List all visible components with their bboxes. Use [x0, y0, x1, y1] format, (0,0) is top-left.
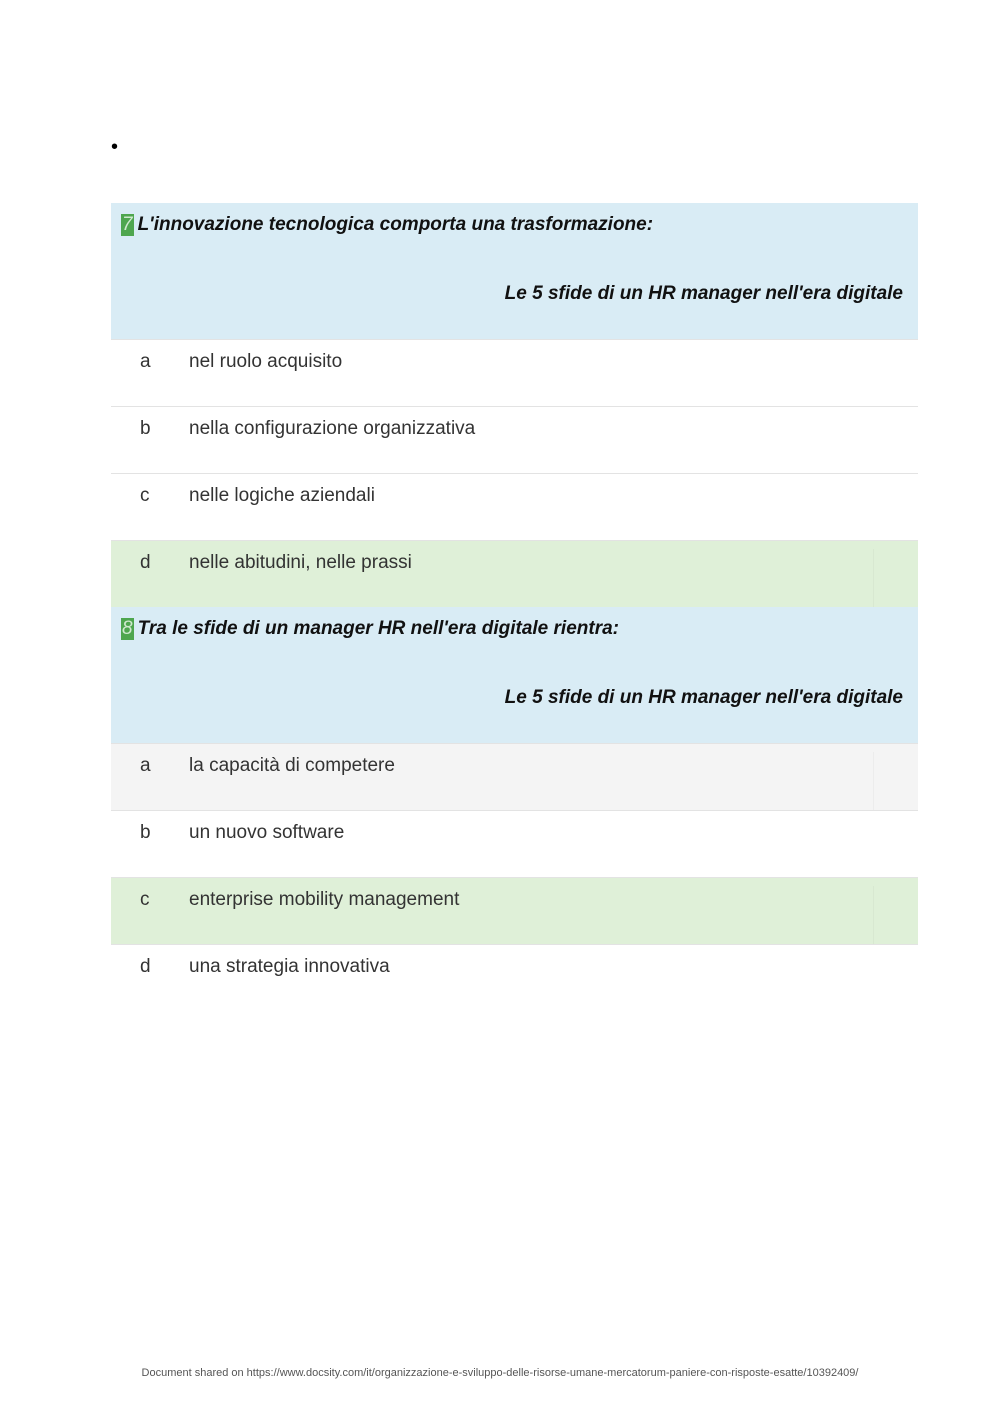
- cell-divider: [873, 886, 874, 944]
- answer-letter: b: [140, 822, 151, 843]
- answer-text: nelle abitudini, nelle prassi: [189, 552, 412, 573]
- answer-option-d-correct[interactable]: [111, 541, 918, 608]
- question-header: [111, 203, 918, 340]
- answer-option-a[interactable]: [111, 744, 918, 811]
- answer-text: nelle logiche aziendali: [189, 485, 375, 506]
- answer-letter: d: [140, 956, 151, 977]
- answer-text: nel ruolo acquisito: [189, 351, 343, 372]
- question-title: [121, 618, 619, 640]
- answer-text: nella configurazione organizzativa: [189, 418, 476, 439]
- answer-text: la capacità di competere: [189, 755, 395, 776]
- answer-option-a[interactable]: [111, 340, 918, 407]
- question-title: [121, 214, 653, 236]
- answer-letter: b: [140, 418, 151, 439]
- question-source: Le 5 sfide di un HR manager nell'era digitale: [504, 687, 903, 708]
- question-block-8: [111, 607, 918, 1011]
- question-text: Tra le sfide di un manager HR nell'era digitale rientra:: [137, 618, 619, 639]
- question-number-badge: 7: [122, 214, 133, 235]
- question-block-7: [111, 203, 918, 608]
- list-bullet: •: [111, 136, 119, 158]
- answer-letter: d: [140, 552, 151, 573]
- question-number-badge: 8: [122, 618, 133, 639]
- question-text: L'innovazione tecnologica comporta una trasformazione:: [137, 214, 654, 235]
- answer-letter: a: [140, 351, 151, 372]
- answer-option-b[interactable]: [111, 811, 918, 878]
- document-footer: Document shared on https://www.docsity.com/it/organizzazione-e-sviluppo-delle-risorse-umane-mercatorum-paniere-con-risposte-esatte/10392409/: [141, 1367, 859, 1379]
- answer-option-c-correct[interactable]: [111, 878, 918, 945]
- question-header: [111, 607, 918, 744]
- answer-text: un nuovo software: [189, 822, 345, 843]
- answer-text: una strategia innovativa: [189, 956, 390, 977]
- answer-option-c[interactable]: [111, 474, 918, 541]
- question-source: Le 5 sfide di un HR manager nell'era digitale: [504, 283, 903, 304]
- cell-divider: [873, 752, 874, 810]
- answer-text: enterprise mobility management: [189, 889, 460, 910]
- answer-option-d[interactable]: [111, 945, 918, 1011]
- answer-letter: c: [140, 485, 150, 506]
- answer-letter: c: [140, 889, 150, 910]
- cell-divider: [873, 549, 874, 607]
- answer-letter: a: [140, 755, 151, 776]
- answer-option-b[interactable]: [111, 407, 918, 474]
